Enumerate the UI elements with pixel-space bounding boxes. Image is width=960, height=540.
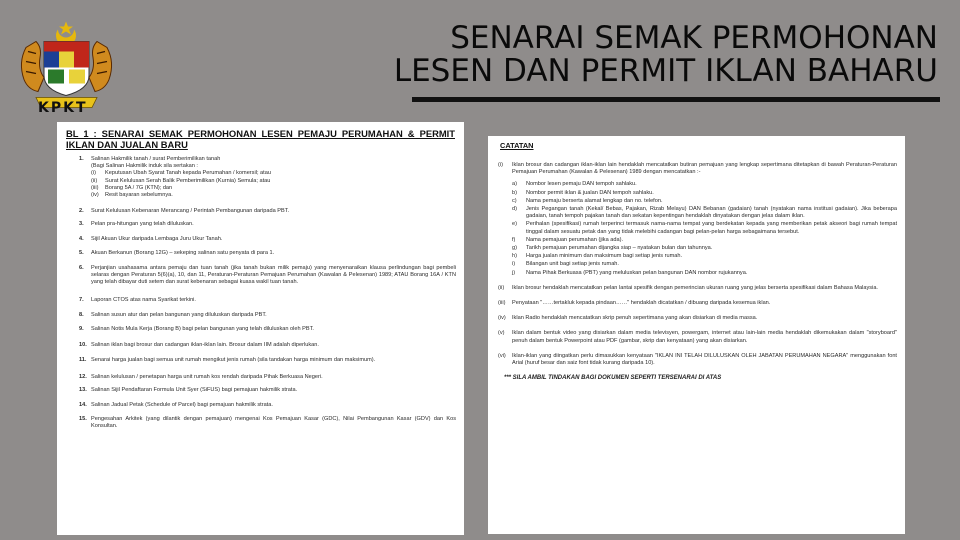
checklist-item-body <box>91 250 456 257</box>
checklist-item-text: Salinan Jadual Petak (Schedule of Parcel) bagi pemajuan hakmilik strata. <box>91 402 273 409</box>
note-subitem <box>512 190 897 197</box>
note-item-text: Iklan brosur hendaklah mencatatkan pelan lantai spesifik dengan pemerincian ukuran ruang yang jelas berserta spesifikasi dalam Bahasa Malaysia. <box>512 284 878 291</box>
checklist-item-number: 12. <box>79 373 87 380</box>
note-item-text: Iklan dalam bentuk video yang disiarkan dalam media televisyen, powergam, internet atau lain-lain media hendaklah dikemukakan dalam "storyboard" penuh dalam bentuk Powerpoint atau PDF (gambar, skrip dan kenyataan) yang akan disiarkan. <box>512 330 897 344</box>
checklist-item-body <box>91 416 456 430</box>
checklist-item-number: 6. <box>79 265 84 272</box>
checklist-subitem <box>91 185 456 192</box>
checklist-item <box>65 250 456 257</box>
note-subitem <box>512 245 897 252</box>
checklist-item-text: Salinan iklan bagi brosur dan cadangan iklan-iklan lain. Brosur dalam IIM adalah diperlukan. <box>91 342 319 349</box>
checklist-item-text: Salinan kelulusan / penetapan harga unit rumah kos rendah daripada Pihak Berkuasa Negeri. <box>91 373 323 380</box>
note-subitem-key: g) <box>512 245 517 252</box>
logo-text: KPKT <box>38 100 88 116</box>
note-subitem-key: a) <box>512 181 517 188</box>
checklist-item-body <box>91 236 456 243</box>
notes-heading: CATATAN <box>500 141 534 150</box>
note-item-text: Penyataan "……tertakluk kepada pindaan……" hendaklah dicatatkan / dibuang daripada kesemua iklan. <box>512 300 771 307</box>
checklist-item-number: 15. <box>79 416 87 423</box>
checklist-item-text: Salinan susun atur dan pelan bangunan yang diluluskan daripada PBT. <box>91 311 267 318</box>
checklist-item-body <box>91 342 456 349</box>
note-item <box>498 285 897 292</box>
checklist-subitem-key: (i) <box>91 170 96 177</box>
checklist-item-text: Surat Kelulusan Kebenaran Merancang / Perintah Pembangunan daripada PBT. <box>91 208 290 215</box>
checklist-item-body <box>91 374 456 381</box>
checklist-item <box>65 326 456 333</box>
note-subitem-key: f) <box>512 236 516 243</box>
note-item-body <box>512 300 897 307</box>
checklist-item <box>65 374 456 381</box>
checklist-subitem-text: Borang 5A / 7G (KTN); dan <box>105 184 173 191</box>
note-subitem <box>512 261 897 268</box>
checklist-item-number: 13. <box>79 386 87 393</box>
note-subitem-key: e) <box>512 221 517 228</box>
checklist-item-number: 4. <box>79 235 84 242</box>
note-subitem-text: Nama Pihak Berkuasa (PBT) yang meluluskan pelan bangunan DAN nombor rujukannya. <box>526 269 748 276</box>
checklist-item-text: Salinan Notis Mula Kerja (Borang B) bagi pelan bangunan yang telah diluluskan oleh PBT. <box>91 326 314 333</box>
checklist-document <box>57 122 464 535</box>
checklist-item-text: Salinan Sijil Pendaftaran Formula Unit Syer (SiFUS) bagi pemajuan hakmilik strata. <box>91 386 298 393</box>
checklist-subitem-text: Surat Kelulusan Serah Balik Pemberimilikan (Kurnia) Semula; atau <box>105 177 271 184</box>
checklist-item-body <box>91 326 456 333</box>
checklist-item-body <box>91 402 456 409</box>
note-item <box>498 353 897 367</box>
note-subitem <box>512 253 897 260</box>
checklist-item-number: 14. <box>79 402 87 409</box>
note-subitem-key: j) <box>512 269 516 276</box>
checklist-item-number: 7. <box>79 296 84 303</box>
checklist-item-text: Laporan CTOS atas nama Syarikat terkini. <box>91 296 196 303</box>
note-subitem-key: d) <box>512 206 517 213</box>
note-item <box>498 300 897 307</box>
note-item-body <box>512 353 897 367</box>
note-subitem <box>512 221 897 235</box>
note-item-key: (ii) <box>498 284 505 291</box>
checklist-item <box>65 265 456 287</box>
note-item-text: Iklan Radio hendaklah mencatatkan skrip penuh sepertimana yang akan disiarkan di media massa. <box>512 315 758 322</box>
checklist-item-text: Perjanjian usahasama antara pemaju dan tuan tanah (jika tanah bukan milik pemaju) yang menyenaraikan klausa perlindungan bagi pembeli selaras dengan Peraturan 5(6)(a), 10, dan 11, Peraturan-Peraturan Pemajuan Perumahan (Kawalan & Pelesenan) 1989; ATAU Borang 16A / KTN yang telah dibayar duti setem dan surat kebenaran sebagai kuasa wakil tuan tanah. <box>91 265 456 286</box>
note-subitem <box>512 270 897 277</box>
checklist-item-number: 8. <box>79 311 84 318</box>
checklist-item <box>65 402 456 409</box>
note-subitem <box>512 181 897 188</box>
checklist-subitem <box>91 170 456 177</box>
checklist-item <box>65 312 456 319</box>
checklist-heading: BL 1 : SENARAI SEMAK PERMOHONAN LESEN PEMAJU PERUMAHAN & PERMIT IKLAN DAN JUALAN BARU <box>66 128 455 150</box>
notes-document <box>488 136 905 534</box>
note-subitem <box>512 206 897 220</box>
note-subitem-key: i) <box>512 261 516 268</box>
note-subitem-text: Nombor lesen pemaju DAN tempoh sahlaku. <box>526 181 637 188</box>
checklist-item <box>65 208 456 215</box>
checklist-item <box>65 221 456 228</box>
note-subitem <box>512 198 897 205</box>
checklist-item-text: Sijil Akuan Ukur daripada Lembaga Juru Ukur Tanah. <box>91 235 223 242</box>
note-subitem-text: Jenis Pegangan tanah (Kekal/ Bebas, Pajakan, Rizab Melayu) DAN Bebanan (gadaian) tanah (nyatakan nama institusi gadaian). Jika beberapa gadaian, tanah tempoh pajakan tanah dan sekatan kepentingan hendaklah dinyatakan dengan jelas dalam iklan. <box>526 206 897 220</box>
checklist-item-number: 3. <box>79 221 84 228</box>
checklist-subitem-key: (iii) <box>91 184 99 191</box>
note-subitem-text: Nama pemaju berserta alamat lengkap dan no. telefon. <box>526 197 663 204</box>
notes-final-instruction: *** SILA AMBIL TINDAKAN BAGI DOKUMEN SEPERTI TERSENARAI DI ATAS <box>504 375 722 382</box>
note-item-key: (iv) <box>498 315 506 322</box>
notes-list <box>488 162 905 367</box>
checklist-item-number: 11. <box>79 357 87 364</box>
checklist-subitem-text: Resit bayaran sebelumnya. <box>105 192 173 199</box>
checklist-item <box>65 297 456 304</box>
checklist-subitem-key: (ii) <box>91 177 98 184</box>
checklist-item <box>65 236 456 243</box>
title-underline-divider <box>412 97 940 102</box>
note-item-key: (v) <box>498 330 505 337</box>
note-subitem <box>512 237 897 244</box>
checklist-item <box>65 342 456 349</box>
checklist-item-body <box>91 312 456 319</box>
note-item <box>498 315 897 322</box>
note-subitem-text: Harga jualan minimum dan maksimum bagi setiap jenis rumah. <box>526 253 683 260</box>
checklist-item <box>65 387 456 394</box>
page-title: SENARAI SEMAK PERMOHONAN LESEN DAN PERMIT IKLAN BAHARU <box>393 20 938 89</box>
note-item-text: Iklan-iklan yang diingatkan perlu dimasukkan kenyataan "IKLAN INI TELAH DILULUSKAN OLEH JABATAN PERUMAHAN NEGARA" menggunakan font Arial (huruf besar dan saiz font tidak kurang daripada 10). <box>512 352 897 367</box>
checklist-item <box>65 156 456 199</box>
checklist-item-body <box>91 265 456 287</box>
note-item-text: Iklan brosur dan cadangan iklan-iklan lain hendaklah mencatatkan butiran pemajuan yang lengkap sepertimana ditetapkan di bawah Peraturan-Peraturan Pemajuan Perumahan (Kawalan & Pelesenan) 1989 dengan mencatatkan :- <box>512 162 897 176</box>
checklist-item-number: 9. <box>79 326 84 333</box>
checklist-subitem-key: (iv) <box>91 192 99 199</box>
note-subitem-text: Tarikh pemajuan perumahan dijangka siap – nyatakan bulan dan tahunnya. <box>526 245 713 252</box>
note-subitem-key: c) <box>512 197 517 204</box>
note-item-key: (i) <box>498 162 503 168</box>
checklist-item-text: Akuan Berkanun (Borang 12G) – sekeping salinan satu penyata di para 1. <box>91 249 275 256</box>
checklist-item-text: Pelan pra-hitungan yang telah diluluskan. <box>91 221 194 228</box>
note-item-body <box>512 285 897 292</box>
checklist-item-number: 2. <box>79 208 84 215</box>
checklist-item-number: 1. <box>79 156 84 162</box>
note-item <box>498 330 897 344</box>
note-subitem-text: Bilangan unit bagi setiap jenis rumah. <box>526 261 619 268</box>
checklist-item-text: Pengesahan Arkitek (yang dilantik dengan pemajuan) mengenai Kos Pemajuan Kasar (GDC), Nilai Pembangunan Kasar (GDV) dan Kos Konsultan. <box>91 416 456 430</box>
checklist-item-body <box>91 357 456 364</box>
note-item-body <box>512 330 897 344</box>
note-subitem-text: Nama pemajuan perumahan (jika ada). <box>526 236 624 243</box>
checklist-item-body <box>91 387 456 394</box>
note-item-key: (iii) <box>498 300 506 307</box>
note-item-key: (vi) <box>498 352 506 359</box>
checklist-item-text: Senarai harga jualan bagi semua unit rumah mengikut jenis rumah (sila tandakan harga minimum dan maksimum). <box>91 357 376 364</box>
checklist-subitem <box>91 178 456 185</box>
note-item-body <box>512 162 897 277</box>
checklist-item-number: 10. <box>79 342 87 349</box>
checklist-item-body <box>91 156 456 199</box>
note-item <box>498 162 897 277</box>
checklist-item-body <box>91 297 456 304</box>
checklist-item-body <box>91 221 456 228</box>
checklist-items <box>57 156 464 431</box>
checklist-subitem <box>91 192 456 199</box>
checklist-item-text: Salinan Hakmilik tanah / surat Pemberimilikan tanah (Bagi Salinan Hakmilik induk sila sertakan : <box>91 156 221 170</box>
note-subitem-text: Perihalan (spesifikasi) rumah terperinci termasuk nama-nama tempat yang berdekatan kepada yang memberikan petak akseori bagi rumah tempat tinggal dalam sesuatu petak dan yang tidak melebihi cadangan bagi pelan-pelan harga sebagaimana tersebut. <box>526 221 897 235</box>
checklist-item <box>65 416 456 430</box>
checklist-item <box>65 357 456 364</box>
checklist-subitem-text: Keputusan Ubah Syarat Tanah kepada Perumahan / komersil; atau <box>105 170 271 177</box>
note-subitem-text: Nombor permit iklan & jualan DAN tempoh sahlaku. <box>526 189 654 196</box>
note-subitem-key: h) <box>512 253 517 260</box>
note-item-body <box>512 315 897 322</box>
checklist-item-body <box>91 208 456 215</box>
checklist-item-number: 5. <box>79 249 84 256</box>
note-subitem-key: b) <box>512 189 517 196</box>
